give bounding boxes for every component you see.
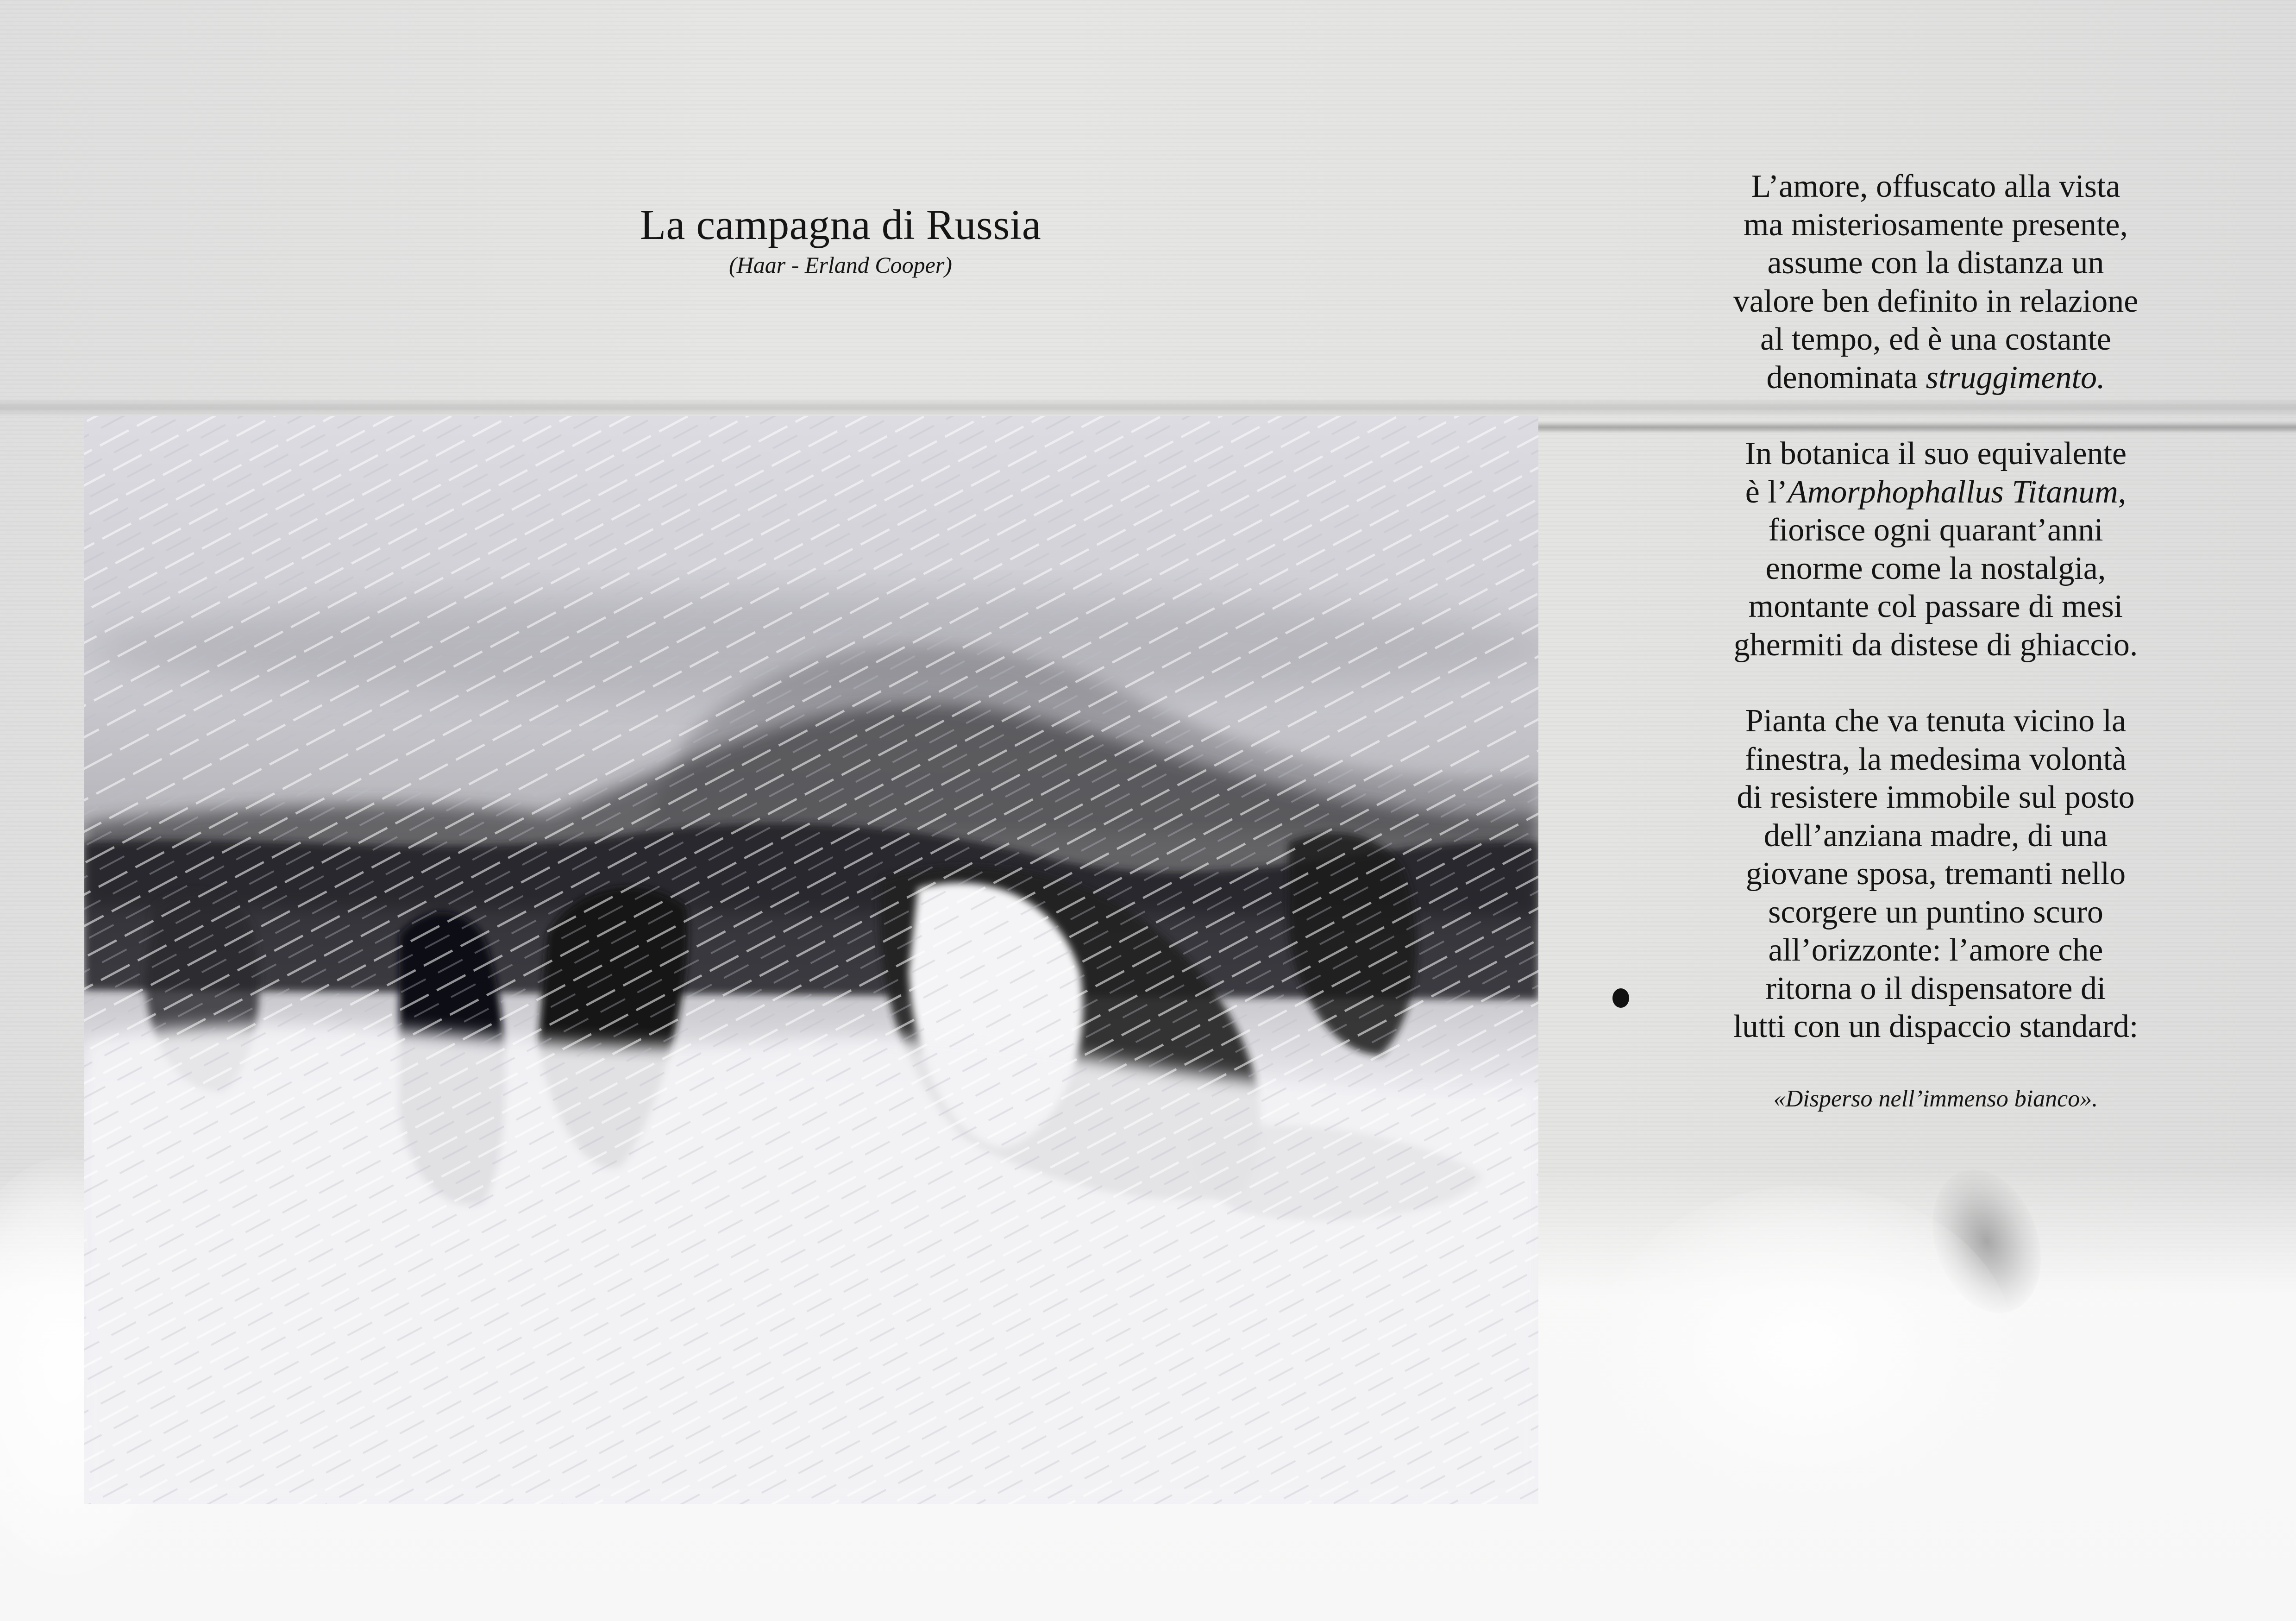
poem-line [1686,473,2186,512]
poem-line: di resistere immobile sul posto [1737,779,2135,815]
poem-text: è l’ [1745,474,1788,510]
page-subtitle: (Haar - Erland Cooper) [729,252,952,278]
poem-line: montante col passare di mesi [1748,589,2123,624]
poem-stanza-3 [1686,702,2186,1046]
poem-emphasis: Amorphophallus Titanum [1788,474,2118,510]
poem-text: denominata [1766,359,1926,396]
snow-photograph-image [84,416,1538,1504]
poem-line: fiorisce ogni quarant’anni [1768,512,2103,548]
page-title: La campagna di Russia [640,201,1041,248]
poem-line: assume con la distanza un [1767,245,2104,281]
poem-text: , [2118,474,2127,510]
poem [1686,168,2186,1114]
poem-line: In botanica il suo equivalente [1744,436,2127,471]
poem-line: L’amore, offuscato alla vista [1751,169,2120,204]
poem-stanza-1 [1686,168,2186,397]
poem-line: al tempo, ed è una costante [1760,321,2112,357]
snow-photograph [84,416,1538,1504]
poem-line: scorgere un puntino scuro [1768,894,2103,930]
poem-closing-quote: «Disperso nell’immenso bianco». [1773,1085,2098,1112]
poem-line: ritorna o il dispensatore di [1765,970,2106,1006]
poem-line: all’orizzonte: l’amore che [1768,932,2103,968]
poem-line: ma misteriosamente presente, [1744,207,2128,243]
poem-line [1686,359,2186,397]
poem-line: lutti con un dispaccio standard: [1733,1009,2139,1044]
poem-stanza-2 [1686,435,2186,664]
ink-dot [1612,988,1629,1008]
poem-line: Pianta che va tenuta vicino la [1745,703,2127,739]
title-block [556,199,1125,279]
background-smudge [1598,1186,2014,1510]
background-smudge [1913,1154,2060,1328]
poem-line: dell’anziana madre, di una [1763,817,2108,854]
poem-line: finestra, la medesima volontà [1744,741,2127,777]
poem-line: ghermiti da distese di ghiaccio. [1733,627,2138,663]
poem-emphasis: struggimento. [1926,359,2105,396]
poem-line: valore ben definito in relazione [1733,283,2139,319]
poem-line: giovane sposa, tremanti nello [1745,856,2126,892]
poem-line: enorme come la nostalgia, [1765,550,2106,586]
